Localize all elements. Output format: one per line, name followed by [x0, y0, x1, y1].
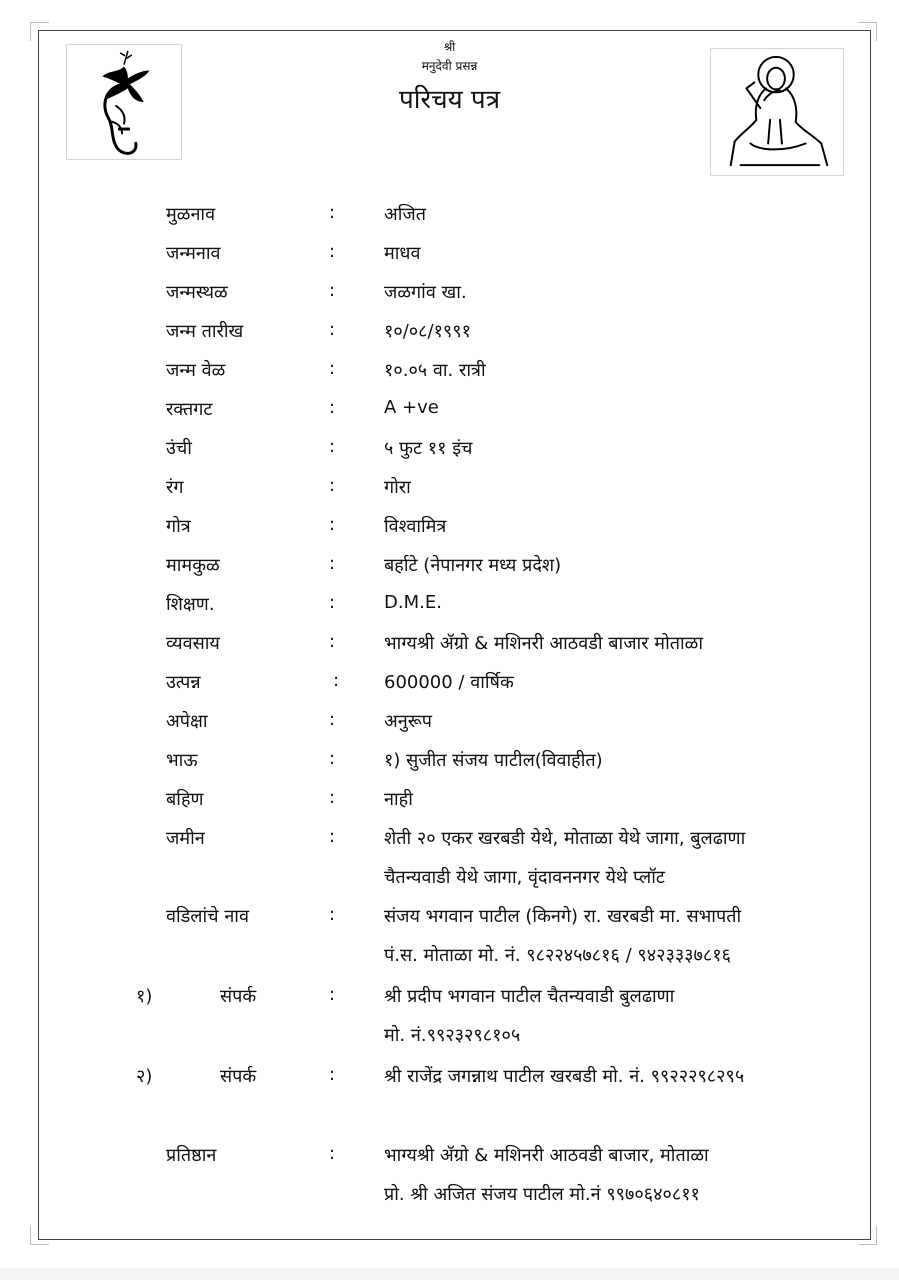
- field-row: [0, 202, 899, 232]
- contact-line1: श्री राजेंद्र जगन्नाथ पाटील खरबडी मो. नं. ९९२२२९८२९५: [384, 1066, 745, 1087]
- field-colon: :: [329, 904, 336, 925]
- field-label: रंग: [166, 477, 184, 498]
- field-row: [0, 397, 899, 427]
- field-row: [0, 436, 899, 466]
- field-row: [0, 514, 899, 544]
- field-colon: :: [329, 202, 336, 223]
- field-row: [0, 631, 899, 661]
- field-colon: :: [329, 553, 336, 574]
- field-row: [0, 553, 899, 583]
- field-value: १०.०५ वा. रात्री: [384, 360, 486, 381]
- contact-row: [0, 984, 899, 1014]
- field-label: जन्मनाव: [166, 243, 221, 264]
- father-label: वडिलांचे नाव: [166, 906, 249, 927]
- field-row: [0, 280, 899, 310]
- field-colon: :: [329, 592, 336, 613]
- field-value: D.M.E.: [384, 592, 442, 613]
- field-label: शिक्षण.: [166, 594, 215, 615]
- field-row: [0, 670, 899, 700]
- field-value: अनुरूप: [384, 711, 432, 732]
- field-value: A +ve: [384, 397, 439, 418]
- field-colon: :: [329, 826, 336, 847]
- field-colon: :: [329, 984, 336, 1005]
- field-colon: :: [329, 319, 336, 340]
- header-shri: श्री: [443, 40, 456, 54]
- field-label: उत्पन्न: [166, 672, 201, 693]
- field-colon: :: [329, 631, 336, 652]
- field-value: शेती २० एकर खरबडी येथे, मोताळा येथे जागा, बुलढाणा: [384, 828, 746, 849]
- field-value: बर्हाटे (नेपानगर मध्य प्रदेश): [384, 555, 562, 576]
- field-colon: :: [333, 670, 340, 691]
- field-value: भाग्यश्री ॲग्रो & मशिनरी आठवडी बाजार मोताळा: [384, 633, 703, 654]
- field-value: अजित: [384, 204, 427, 225]
- field-label: गोत्र: [166, 516, 191, 537]
- field-value: नाही: [384, 789, 413, 810]
- field-row: [0, 592, 899, 622]
- field-colon: :: [329, 748, 336, 769]
- establishment-line2: प्रो. श्री अजित संजय पाटील मो.नं ९९७०६४०८११: [384, 1184, 700, 1205]
- field-label: जन्म वेळ: [166, 360, 226, 381]
- establishment-line1: भाग्यश्री ॲग्रो & मशिनरी आठवडी बाजार, मोताळा: [384, 1145, 709, 1166]
- field-value: १) सुजीत संजय पाटील(विवाहीत): [384, 750, 603, 771]
- land-value-line2: चैतन्यवाडी येथे जागा, वृंदावननगर येथे प्लॉट: [384, 867, 665, 888]
- page-title: परिचय पत्र: [398, 85, 501, 115]
- field-label: जमीन: [166, 828, 205, 849]
- field-colon: :: [329, 397, 336, 418]
- field-label: जन्मस्थळ: [166, 282, 228, 303]
- header-blessing: मनुदेवी प्रसन्न: [421, 59, 478, 73]
- field-row: [0, 709, 899, 739]
- field-row: [0, 787, 899, 817]
- field-label: मामकुळ: [166, 555, 220, 576]
- contact-line2: मो. नं.९९२३२९८१०५: [384, 1025, 521, 1046]
- field-colon: :: [329, 787, 336, 808]
- field-label: उंची: [166, 438, 192, 459]
- field-colon: :: [329, 358, 336, 379]
- field-value: गोरा: [384, 477, 411, 498]
- field-label: व्यवसाय: [166, 633, 220, 654]
- field-colon: :: [329, 241, 336, 262]
- field-colon: :: [329, 475, 336, 496]
- field-row: [0, 241, 899, 271]
- field-label: रक्तगट: [166, 399, 213, 420]
- field-value: 600000 / वार्षिक: [384, 672, 514, 693]
- field-colon: :: [329, 280, 336, 301]
- field-row: [0, 826, 899, 856]
- contact-line1: श्री प्रदीप भगवान पाटील चैतन्यवाडी बुलढाणा: [384, 986, 675, 1007]
- field-label: मुळनाव: [166, 204, 216, 225]
- field-row: [0, 319, 899, 349]
- field-colon: :: [329, 1143, 336, 1164]
- contact-number: २): [136, 1066, 153, 1087]
- field-colon: :: [329, 709, 336, 730]
- field-colon: :: [329, 436, 336, 457]
- field-value: जळगांव खा.: [384, 282, 467, 303]
- field-row: [0, 358, 899, 388]
- father-line2: पं.स. मोताळा मो. नं. ९८२२४५७८१६ / ९४२३३३७८१६: [384, 945, 731, 966]
- father-line1: संजय भगवान पाटील (किनगे) रा. खरबडी मा. सभापती: [384, 906, 742, 927]
- field-label: अपेक्षा: [166, 711, 208, 732]
- contact-row: [0, 1064, 899, 1094]
- field-value: १०/०८/१९९१: [384, 321, 472, 342]
- contact-number: १): [136, 986, 153, 1007]
- father-row: [0, 904, 899, 934]
- field-row: [0, 475, 899, 505]
- contact-label: संपर्क: [220, 986, 257, 1007]
- field-label: बहिण: [166, 789, 204, 810]
- field-colon: :: [329, 514, 336, 535]
- field-row: [0, 748, 899, 778]
- field-value: माधव: [384, 243, 421, 264]
- field-label: भाऊ: [166, 750, 198, 771]
- establishment-label: प्रतिष्ठान: [166, 1145, 217, 1166]
- contact-label: संपर्क: [220, 1066, 257, 1087]
- field-value: ५ फुट ११ इंच: [384, 438, 473, 459]
- establishment-row: [0, 1143, 899, 1173]
- field-colon: :: [329, 1064, 336, 1085]
- field-value: विश्वामित्र: [384, 516, 447, 537]
- field-label: जन्म तारीख: [166, 321, 244, 342]
